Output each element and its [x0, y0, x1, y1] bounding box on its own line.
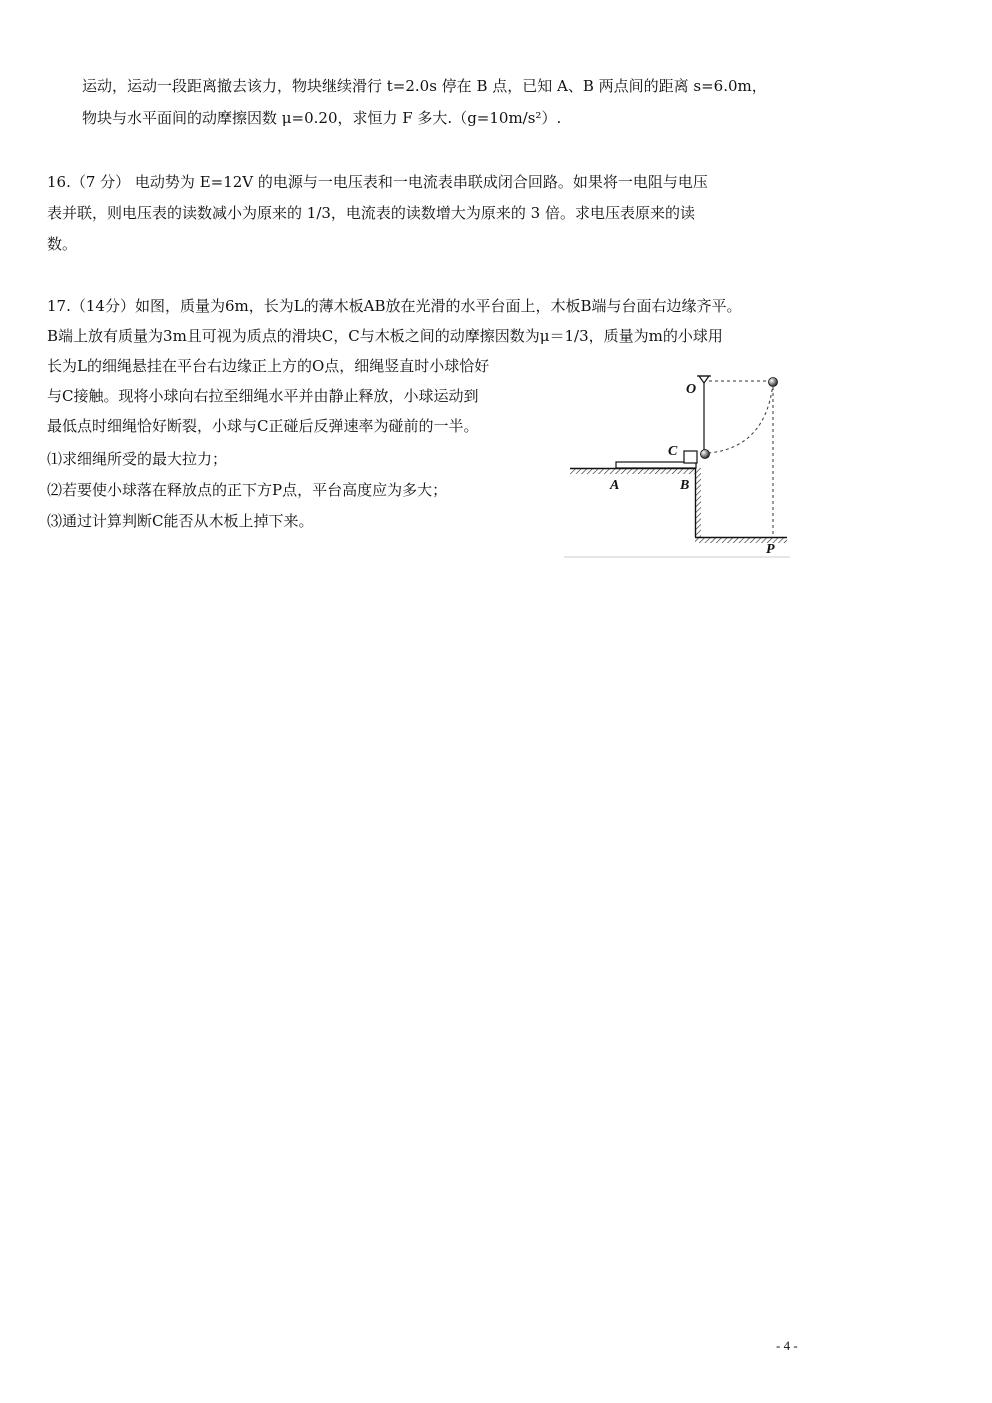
pendulum-platform-figure — [564, 361, 790, 559]
ball-release — [769, 378, 778, 387]
q16-line-1: 16.（7 分） 电动势为 E=12V 的电源与一电压表和一电流表串联成闭合回路。如果将一电阻与电压 — [47, 173, 708, 191]
label-c: C — [668, 444, 678, 459]
label-o: O — [686, 382, 697, 397]
label-b: B — [680, 478, 690, 493]
ball-lowest — [701, 450, 710, 459]
q15-line-2: 物块与水平面间的动摩擦因数 μ=0.20，求恒力 F 多大.（g=10m/s²）. — [82, 109, 562, 127]
platform-wall-hatch — [696, 468, 701, 538]
q17-subquestion-1: ⑴求细绳所受的最大拉力； — [47, 450, 228, 468]
q17-line-5: 最低点时细绳恰好断裂，小球与C正碰后反弹速率为碰前的一半。 — [47, 417, 479, 435]
platform-hatch — [570, 469, 696, 474]
q16-line-2: 表并联，则电压表的读数减小为原来的 1/3，电流表的读数增大为原来的 3 倍。求电压表原来的读 — [47, 204, 695, 222]
block-c — [684, 451, 697, 463]
q17-line-3: 长为L的细绳悬挂在平台右边缘正上方的O点，细绳竖直时小球恰好 — [47, 357, 490, 375]
label-p: P — [766, 542, 775, 557]
q15-line-1: 运动，运动一段距离撤去该力，物块继续滑行 t=2.0s 停在 B 点，已知 A、B 两点间的距离 s=6.0m， — [82, 77, 767, 95]
q17-subquestion-2: ⑵若要使小球落在释放点的正下方P点，平台高度应为多大； — [47, 481, 448, 499]
q16-line-3: 数。 — [47, 235, 78, 253]
label-a: A — [610, 478, 620, 493]
pivot-o-icon — [699, 376, 709, 383]
figure-svg — [564, 361, 790, 559]
q17-line-1: 17.（14分）如图，质量为6m，长为L的薄木板AB放在光滑的水平台面上，木板B端与台面右边缘齐平。 — [47, 297, 742, 315]
q17-line-2: B端上放有质量为3m且可视为质点的滑块C，C与木板之间的动摩擦因数为μ＝1/3，质量为m的小球用 — [47, 327, 723, 345]
q17-subquestion-3: ⑶通过计算判断C能否从木板上掉下来。 — [47, 512, 314, 530]
q17-line-4: 与C接触。现将小球向右拉至细绳水平并由静止释放，小球运动到 — [47, 387, 479, 405]
page-number: - 4 - — [776, 1338, 798, 1353]
swing-arc-dashed — [709, 383, 773, 453]
